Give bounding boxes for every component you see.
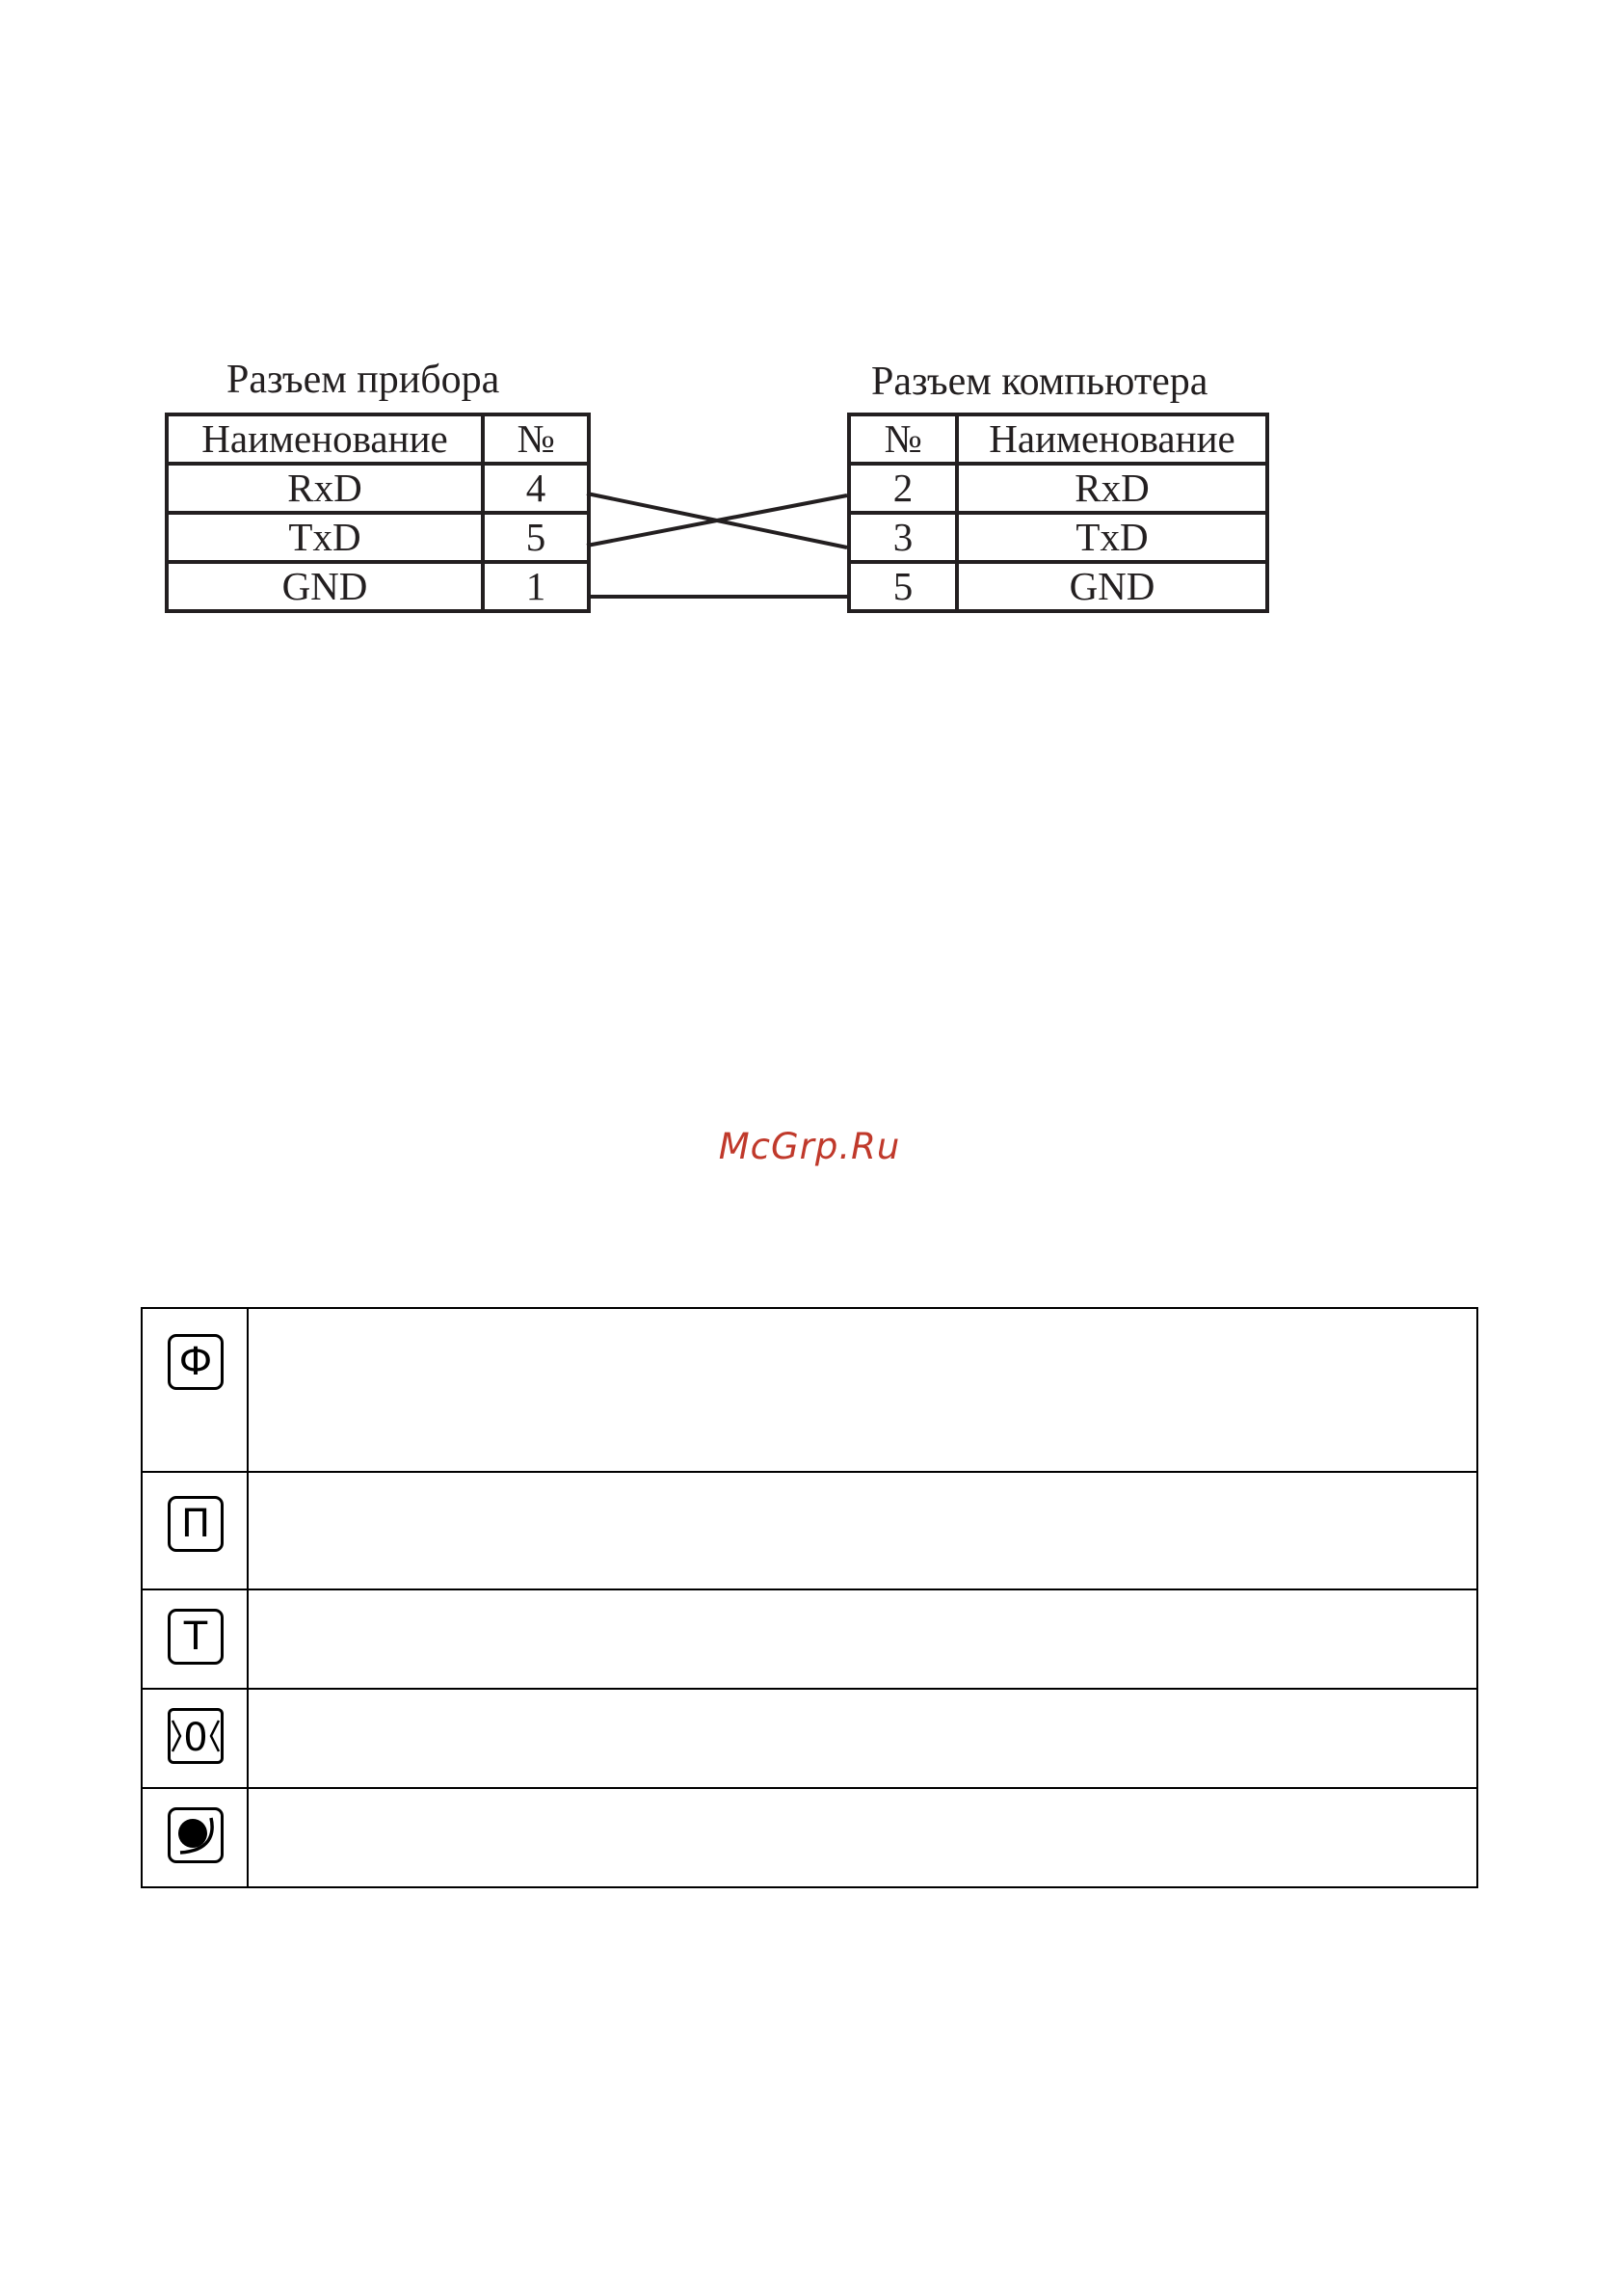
table-row bbox=[142, 1472, 1477, 1589]
pin-number: 5 bbox=[849, 562, 957, 611]
pin-number: 1 bbox=[483, 562, 589, 611]
table-row bbox=[142, 1308, 1477, 1472]
pin-name: GND bbox=[957, 562, 1267, 611]
power-glyph bbox=[171, 1810, 221, 1860]
power-key-icon bbox=[168, 1807, 224, 1863]
zero-tare-glyph bbox=[171, 1711, 221, 1761]
pin-name: GND bbox=[167, 562, 483, 611]
header-number: № bbox=[849, 414, 957, 464]
key-icon-cell bbox=[142, 1788, 248, 1887]
key-icon-cell bbox=[142, 1308, 248, 1472]
pin-number: 3 bbox=[849, 513, 957, 562]
pin-name: TxD bbox=[957, 513, 1267, 562]
zero-key-icon bbox=[168, 1708, 224, 1764]
key-description bbox=[248, 1689, 1477, 1788]
header-name: Наименование bbox=[957, 414, 1267, 464]
wiring-lines bbox=[0, 0, 1619, 675]
key-description bbox=[248, 1788, 1477, 1887]
key-description bbox=[248, 1472, 1477, 1589]
table-row bbox=[142, 1689, 1477, 1788]
t-key-icon: Т bbox=[168, 1609, 224, 1665]
phi-key-icon: Ф bbox=[168, 1334, 224, 1390]
pin-number: 5 bbox=[483, 513, 589, 562]
pi-key-icon: П bbox=[168, 1496, 224, 1552]
keys-table bbox=[141, 1307, 1478, 1888]
table-row bbox=[142, 1589, 1477, 1689]
zero-label: 0 bbox=[183, 1716, 208, 1760]
computer-connector-caption: Разъем компьютера bbox=[871, 360, 1208, 404]
pin-name: RxD bbox=[957, 464, 1267, 513]
header-number: № bbox=[483, 414, 589, 464]
table-row bbox=[142, 1788, 1477, 1887]
key-icon-cell bbox=[142, 1689, 248, 1788]
watermark: McGrp.Ru bbox=[718, 1126, 901, 1167]
key-description bbox=[248, 1308, 1477, 1472]
header-name: Наименование bbox=[167, 414, 483, 464]
key-description bbox=[248, 1589, 1477, 1689]
key-icon-cell bbox=[142, 1472, 248, 1589]
device-connector-caption: Разъем прибора bbox=[226, 358, 500, 402]
pin-number: 4 bbox=[483, 464, 589, 513]
pin-name: TxD bbox=[167, 513, 483, 562]
key-icon-cell bbox=[142, 1589, 248, 1689]
pin-number: 2 bbox=[849, 464, 957, 513]
pin-name: RxD bbox=[167, 464, 483, 513]
